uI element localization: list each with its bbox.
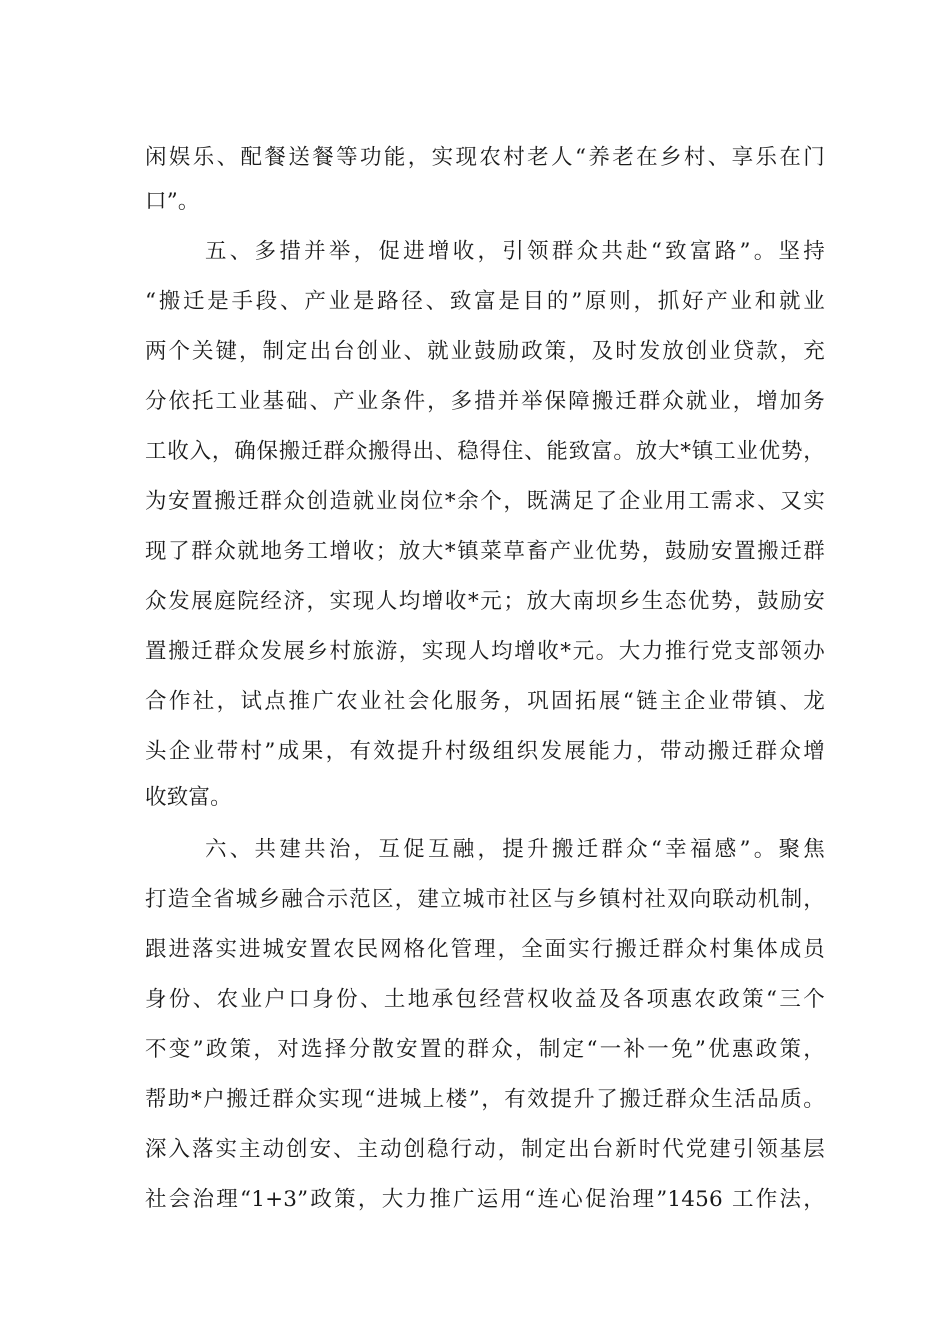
paragraph-line: 两个关键，制定出台创业、就业鼓励政策，及时发放创业贷款，充 bbox=[145, 339, 825, 364]
paragraph-line: 跟进落实进城安置农民网格化管理，全面实行搬迁群众村集体成员 bbox=[145, 937, 825, 962]
paragraph-line: 为安置搬迁群众创造就业岗位*余个，既满足了企业用工需求、又实 bbox=[145, 489, 825, 514]
paragraph-line: 帮助*户搬迁群众实现“进城上楼”，有效提升了搬迁群众生活品质。 bbox=[145, 1087, 825, 1112]
paragraph-line: 闲娱乐、配餐送餐等功能，实现农村老人“养老在乡村、享乐在门 bbox=[145, 145, 825, 170]
paragraph-line: 众发展庭院经济，实现人均增收*元；放大南坝乡生态优势，鼓励安 bbox=[145, 589, 825, 614]
paragraph-line: 打造全省城乡融合示范区，建立城市社区与乡镇村社双向联动机制， bbox=[145, 887, 825, 912]
paragraph-line: 工收入，确保搬迁群众搬得出、稳得住、能致富。放大*镇工业优势， bbox=[145, 439, 825, 464]
section-five-heading-line: 五、多措并举，促进增收，引领群众共赴“致富路”。坚持 bbox=[205, 239, 825, 264]
paragraph-line: 现了群众就地务工增收；放大*镇菜草畜产业优势，鼓励安置搬迁群 bbox=[145, 539, 825, 564]
paragraph-line: 收致富。 bbox=[145, 785, 232, 810]
paragraph-line: “搬迁是手段、产业是路径、致富是目的”原则，抓好产业和就业 bbox=[145, 289, 825, 314]
paragraph-line: 口”。 bbox=[145, 189, 200, 214]
paragraph-line: 不变”政策，对选择分散安置的群众，制定“一补一免”优惠政策， bbox=[145, 1037, 825, 1062]
section-six-heading-line: 六、共建共治，互促互融，提升搬迁群众“幸福感”。聚焦 bbox=[205, 837, 825, 862]
paragraph-line: 合作社，试点推广农业社会化服务，巩固拓展“链主企业带镇、龙 bbox=[145, 689, 825, 714]
paragraph-line: 分依托工业基础、产业条件，多措并举保障搬迁群众就业，增加务 bbox=[145, 389, 825, 414]
paragraph-line: 置搬迁群众发展乡村旅游，实现人均增收*元。大力推行党支部领办 bbox=[145, 639, 825, 664]
paragraph-line: 深入落实主动创安、主动创稳行动，制定出台新时代党建引领基层 bbox=[145, 1137, 825, 1162]
paragraph-line: 社会治理“1+3”政策，大力推广运用“连心促治理”1456 工作法， bbox=[145, 1187, 825, 1212]
paragraph-line: 身份、农业户口身份、土地承包经营权收益及各项惠农政策“三个 bbox=[145, 987, 825, 1012]
paragraph-line: 头企业带村”成果，有效提升村级组织发展能力，带动搬迁群众增 bbox=[145, 739, 825, 764]
